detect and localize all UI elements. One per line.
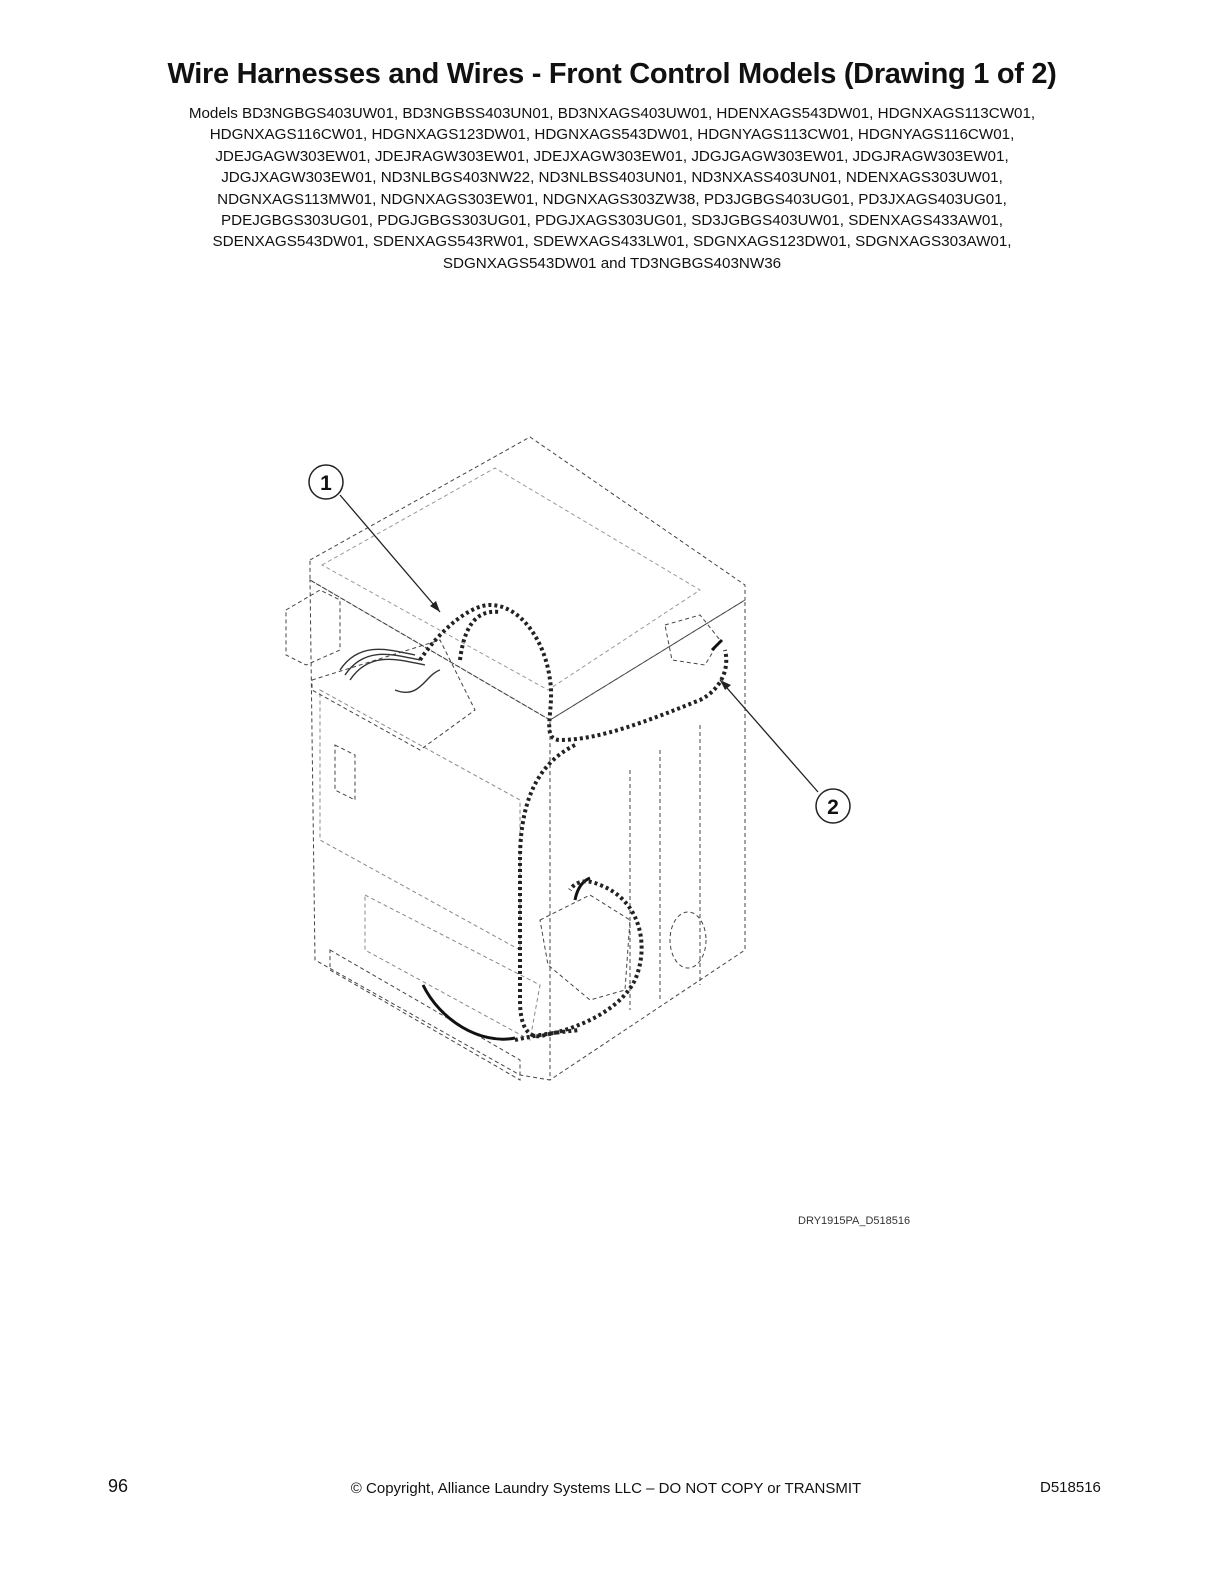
drawing-id: DRY1915PA_D518516 xyxy=(798,1215,911,1227)
page-number: 96 xyxy=(108,1476,129,1496)
models-line: JDGJXAGW303EW01, ND3NLBGS403NW22, ND3NLBSS403UN01, ND3NXASS403UN01, NDENXAGS303UW01, xyxy=(221,169,1003,187)
models-line: SDGNXAGS543DW01 and TD3NGBGS403NW36 xyxy=(442,254,782,272)
callout-1: 1 xyxy=(320,472,332,495)
models-line: Models BD3NGBGS403UW01, BD3NGBSS403UN01, BD3NXAGS403UW01, HDENXAGS543DW01, HDGNXAGS113CW01, xyxy=(188,105,1036,122)
models-line: NDGNXAGS113MW01, NDGNXAGS303EW01, NDGNXAGS303ZW38, PD3JGBGS403UG01, PD3JXAGS403UG01, xyxy=(217,190,1007,208)
models-line: JDEJGAGW303EW01, JDEJRAGW303EW01, JDEJXAGW303EW01, JDGJGAGW303EW01, JDGJRAGW303EW01, xyxy=(215,147,1009,165)
callout-2: 2 xyxy=(827,796,839,819)
models-line: PDEJGBGS303UG01, PDGJGBGS303UG01, PDGJXAGS303UG01, SD3JGBGS403UW01, SDENXAGS433AW01, xyxy=(221,212,1003,230)
models-line: SDENXAGS543DW01, SDENXAGS543RW01, SDEWXAGS433LW01, SDGNXAGS123DW01, SDGNXAGS303AW01, xyxy=(212,233,1012,251)
models-line: HDGNXAGS116CW01, HDGNXAGS123DW01, HDGNXAGS543DW01, HDGNYAGS113CW01, HDGNYAGS116CW01, xyxy=(209,126,1015,144)
dryer-wiring-drawing xyxy=(270,420,890,1100)
models-list xyxy=(92,103,1132,274)
page-title: Wire Harnesses and Wires - Front Control Models (Drawing 1 of 2) xyxy=(167,58,1057,90)
document-number: D518516 xyxy=(1040,1479,1101,1496)
copyright-notice: © Copyright, Alliance Laundry Systems LLC – DO NOT COPY or TRANSMIT xyxy=(350,1480,862,1497)
